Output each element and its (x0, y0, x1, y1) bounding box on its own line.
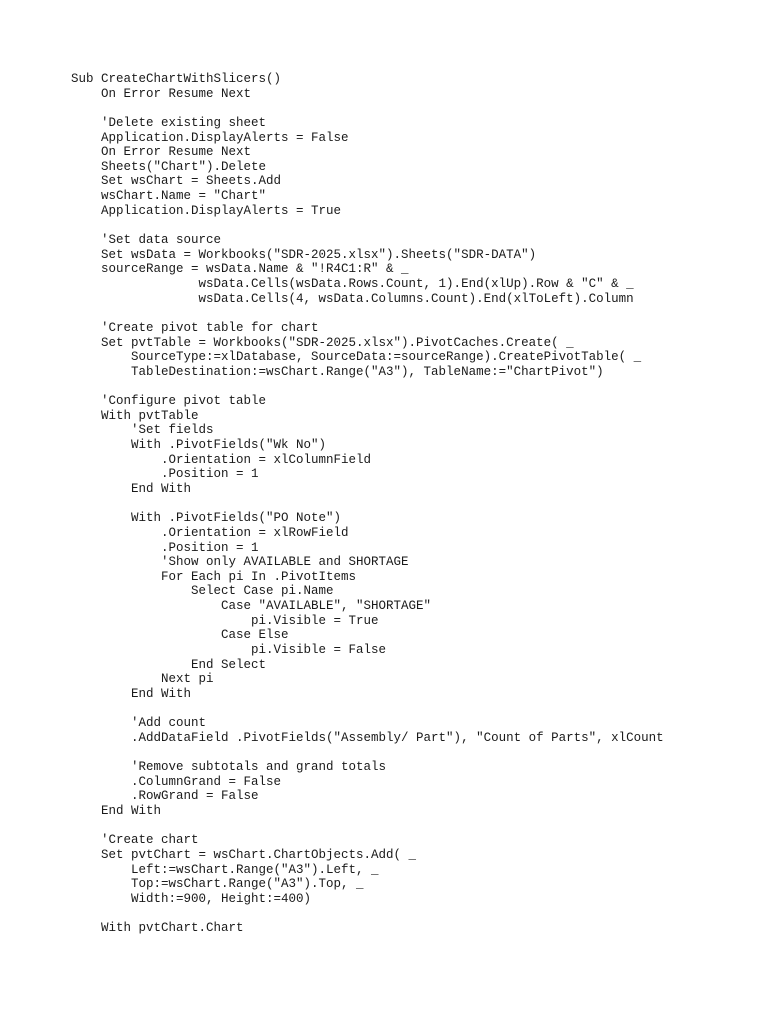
code-line: wsData.Cells(wsData.Rows.Count, 1).End(xlUp).Row & "C" & _ (71, 276, 634, 291)
code-line: .RowGrand = False (71, 789, 259, 804)
code-line: Set wsChart = Sheets.Add (71, 174, 282, 189)
code-line: wsData.Cells(4, wsData.Columns.Count).End(xlToLeft).Column (71, 291, 634, 306)
code-line: SourceType:=xlDatabase, SourceData:=sourceRange).CreatePivotTable( _ (71, 350, 642, 365)
code-line: End With (71, 686, 192, 701)
code-line: 'Show only AVAILABLE and SHORTAGE (71, 555, 409, 570)
code-line: wsChart.Name = "Chart" (71, 189, 267, 204)
code-line: sourceRange = wsData.Name & "!R4C1:R" & _ (71, 262, 409, 277)
code-line: Top:=wsChart.Range("A3").Top, _ (71, 877, 364, 892)
code-line: Application.DisplayAlerts = True (71, 203, 342, 218)
code-line: Set wsData = Workbooks("SDR-2025.xlsx").Sheets("SDR-DATA") (71, 247, 537, 262)
code-line: 'Set fields (71, 423, 214, 438)
code-line (71, 306, 664, 321)
code-line (71, 819, 664, 834)
code-line: On Error Resume Next (71, 86, 252, 101)
vba-code-block (71, 72, 664, 936)
code-line: Select Case pi.Name (71, 584, 334, 599)
code-line (71, 497, 664, 512)
code-line: With pvtTable (71, 408, 199, 423)
code-line (71, 745, 664, 760)
code-line: Set pvtTable = Workbooks("SDR-2025.xlsx").PivotCaches.Create( _ (71, 335, 574, 350)
code-line: Left:=wsChart.Range("A3").Left, _ (71, 862, 379, 877)
code-line: On Error Resume Next (71, 145, 252, 160)
code-line: End With (71, 804, 162, 819)
code-line: Width:=900, Height:=400) (71, 891, 312, 906)
code-line: .Orientation = xlRowField (71, 525, 349, 540)
code-line: Set pvtChart = wsChart.ChartObjects.Add( _ (71, 847, 417, 862)
code-line: With .PivotFields("Wk No") (71, 438, 327, 453)
code-line: .Orientation = xlColumnField (71, 452, 372, 467)
code-line (71, 379, 664, 394)
code-line: End Select (71, 657, 267, 672)
code-line: 'Set data source (71, 233, 222, 248)
code-line: 'Remove subtotals and grand totals (71, 760, 387, 775)
code-line: End With (71, 481, 192, 496)
code-line: .AddDataField .PivotFields("Assembly/ Part"), "Count of Parts", xlCount (71, 730, 664, 745)
code-line: Case Else (71, 628, 289, 643)
code-line: 'Delete existing sheet (71, 115, 267, 130)
code-line (71, 101, 664, 116)
code-line: Sub CreateChartWithSlicers() (71, 72, 282, 86)
code-line: For Each pi In .PivotItems (71, 569, 357, 584)
code-line: Case "AVAILABLE", "SHORTAGE" (71, 599, 432, 614)
code-line: Next pi (71, 672, 214, 687)
code-line: 'Create chart (71, 833, 199, 848)
code-line (71, 907, 664, 922)
code-line: 'Configure pivot table (71, 394, 267, 409)
code-line: 'Create pivot table for chart (71, 320, 319, 335)
code-line: 'Add count (71, 716, 207, 731)
code-line: .Position = 1 (71, 540, 259, 555)
code-line: TableDestination:=wsChart.Range("A3"), TableName:="ChartPivot") (71, 364, 604, 379)
code-line (71, 218, 664, 233)
code-line: pi.Visible = False (71, 642, 387, 657)
code-line: Application.DisplayAlerts = False (71, 130, 349, 145)
code-line: .ColumnGrand = False (71, 774, 282, 789)
code-line: With .PivotFields("PO Note") (71, 511, 342, 526)
code-line (71, 702, 664, 717)
code-line: .Position = 1 (71, 467, 259, 482)
code-line: With pvtChart.Chart (71, 921, 244, 936)
code-line: Sheets("Chart").Delete (71, 159, 267, 174)
code-line: pi.Visible = True (71, 613, 379, 628)
